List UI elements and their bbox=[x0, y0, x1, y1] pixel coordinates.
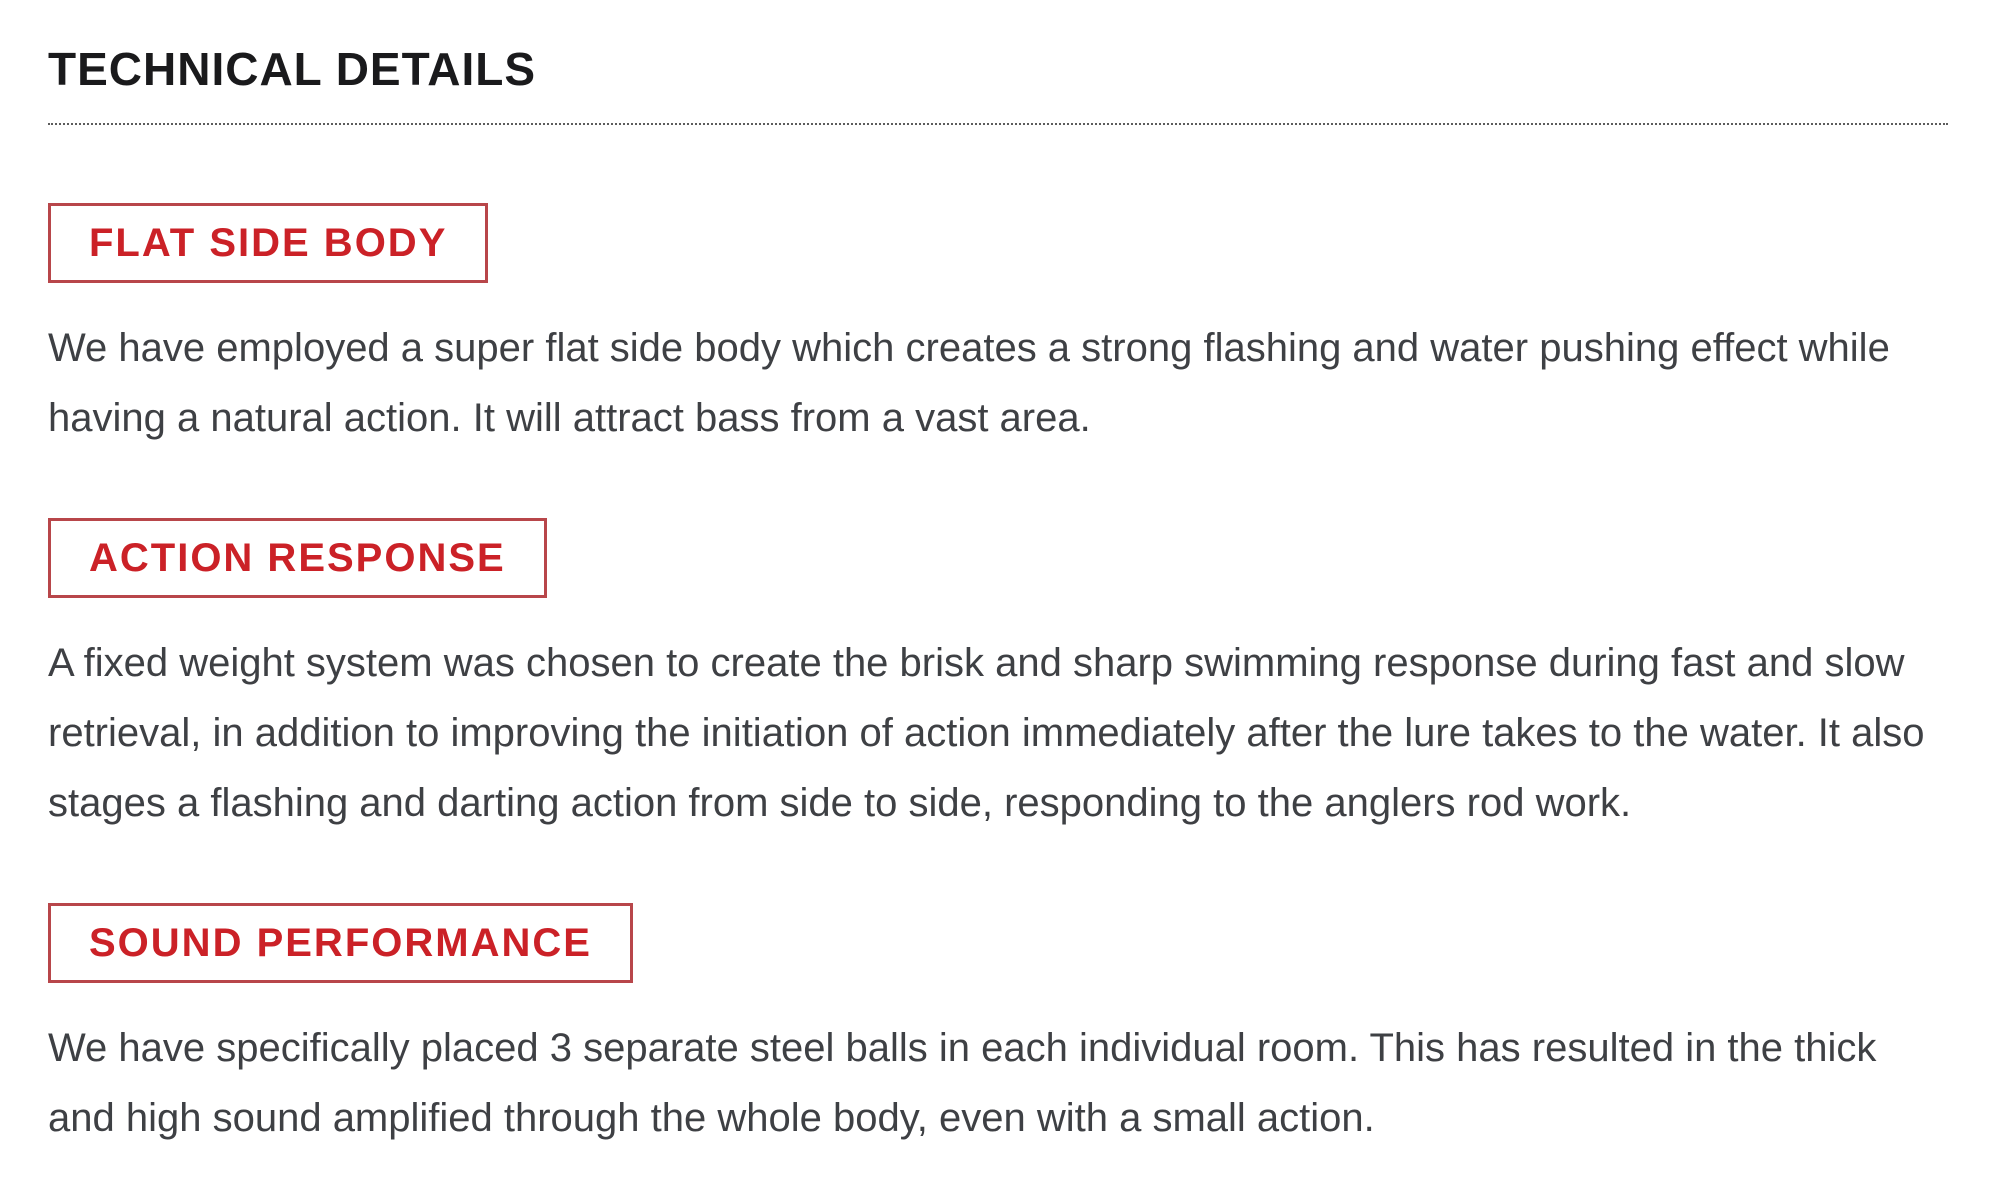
section-paragraph-sound-performance: We have specifically placed 3 separate steel balls in each individual room. This has resulted in the thick and high sound amplified through the whole body, even with a small action. bbox=[48, 1026, 1877, 1140]
page-title: TECHNICAL DETAILS bbox=[48, 43, 537, 95]
section-label-box-flat-side-body bbox=[48, 203, 488, 283]
section-paragraph-action-response: A fixed weight system was chosen to create the brisk and sharp swimming response during fast and slow retrieval, in addition to improving the initiation of action immediately after the lure takes to the water. It also stages a flashing and darting action from side to side, responding to the anglers rod work. bbox=[48, 641, 1925, 825]
dotted-divider bbox=[48, 123, 1948, 125]
section-label: ACTION RESPONSE bbox=[89, 536, 506, 580]
section-label: FLAT SIDE BODY bbox=[89, 221, 448, 265]
section-label-box-action-response bbox=[48, 518, 547, 598]
section-label-box-sound-performance bbox=[48, 903, 633, 983]
section-paragraph-flat-side-body: We have employed a super flat side body which creates a strong flashing and water pushing effect while having a natural action. It will attract bass from a vast area. bbox=[48, 326, 1890, 440]
section-label: SOUND PERFORMANCE bbox=[89, 921, 592, 965]
